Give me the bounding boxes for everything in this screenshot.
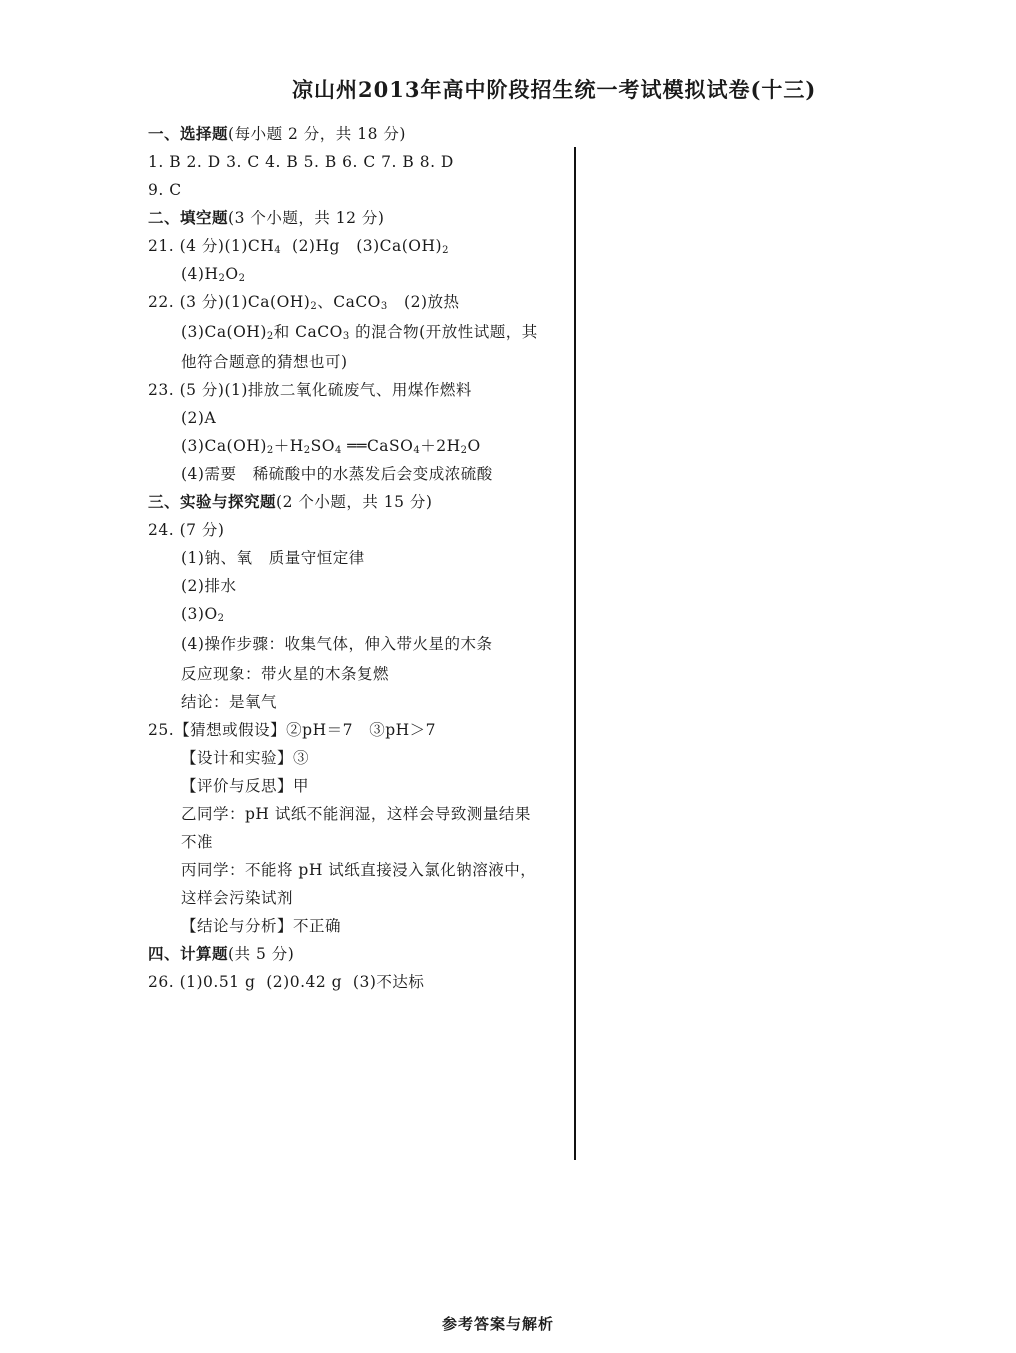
answer-q21-line-1 bbox=[148, 232, 570, 260]
section-note: (共 5 分) bbox=[228, 945, 295, 963]
section-heading-choice bbox=[148, 120, 570, 148]
answer-q24-line-7: 结论：是氧气 bbox=[181, 693, 278, 711]
text: ══CaSO bbox=[341, 437, 414, 455]
choice-answers-row-1: 1. B 2. D 3. C 4. B 5. B 6. C 7. B 8. D bbox=[148, 153, 454, 171]
answer-q22-line-3: 他符合题意的猜想也可) bbox=[181, 353, 348, 371]
answer-q23-line-1: 23. (5 分)(1)排放二氧化硫废气、用煤作燃料 bbox=[148, 381, 472, 399]
page-footer: 参考答案与解析 bbox=[441, 1315, 554, 1333]
subscript: 2 bbox=[266, 331, 274, 342]
text: (2)Hg (3)Ca(OH) bbox=[281, 237, 443, 255]
text: SO bbox=[310, 437, 335, 455]
section-title: 一、选择题 bbox=[148, 124, 229, 143]
answer-q23-line-3 bbox=[148, 432, 570, 460]
text: O bbox=[467, 437, 481, 455]
text: (3)Ca(OH) bbox=[181, 437, 267, 455]
section-title: 二、填空题 bbox=[148, 208, 229, 227]
text: 、CaCO bbox=[317, 293, 381, 311]
subscript: 3 bbox=[380, 301, 388, 312]
answer-q23-line-2: (2)A bbox=[181, 409, 217, 427]
subscript: 2 bbox=[238, 273, 246, 284]
choice-answers-row-2: 9. C bbox=[148, 181, 182, 199]
answer-q25-line-3: 【评价与反思】甲 bbox=[181, 777, 310, 795]
answer-q22-line-1 bbox=[148, 288, 570, 316]
text: (4)H bbox=[181, 265, 219, 283]
answer-q25-line-6: 丙同学：不能将 pH 试纸直接浸入氯化钠溶液中， bbox=[181, 861, 537, 879]
column-divider bbox=[574, 147, 576, 1160]
subscript: 2 bbox=[217, 613, 225, 624]
text: O bbox=[225, 265, 239, 283]
answer-q25-line-1: 25.【猜想或假设】②pH＝7 ③pH＞7 bbox=[148, 721, 437, 739]
answer-q23-line-4: (4)需要 稀硫酸中的水蒸发后会变成浓硫酸 bbox=[181, 465, 493, 483]
section-heading-calculation bbox=[148, 940, 570, 968]
text: (3)Ca(OH) bbox=[181, 323, 267, 341]
answer-q25-line-4: 乙同学：pH 试纸不能润湿，这样会导致测量结果 bbox=[181, 805, 531, 823]
answer-q24-line-5: (4)操作步骤：收集气体，伸入带火星的木条 bbox=[181, 635, 493, 653]
subscript: 2 bbox=[442, 245, 449, 256]
answer-q24-line-6: 反应现象：带火星的木条复燃 bbox=[181, 665, 390, 683]
subscript: 2 bbox=[218, 273, 226, 284]
answer-q24-line-4 bbox=[148, 600, 570, 628]
subscript: 4 bbox=[334, 445, 342, 456]
answer-q25-line-2: 【设计和实验】③ bbox=[181, 749, 310, 767]
subscript: 2 bbox=[266, 445, 274, 456]
answer-q24-line-2: (1)钠、氧 质量守恒定律 bbox=[181, 549, 365, 567]
answer-q24-line-1: 24. (7 分) bbox=[148, 521, 225, 539]
page-title: 凉山州2013年高中阶段招生统一考试模拟试卷(十三) bbox=[292, 77, 817, 102]
text: 21. (4 分)(1)CH bbox=[148, 237, 275, 255]
text: ＋H bbox=[273, 437, 304, 455]
subscript: 4 bbox=[274, 245, 282, 256]
text: 22. (3 分)(1)Ca(OH) bbox=[148, 293, 311, 311]
text: 和 CaCO bbox=[273, 323, 343, 341]
subscript: 2 bbox=[310, 301, 318, 312]
section-note: (每小题 2 分，共 18 分) bbox=[228, 125, 406, 143]
answer-q26-line-1: 26. (1)0.51 g (2)0.42 g (3)不达标 bbox=[148, 973, 425, 991]
text: (3)O bbox=[181, 605, 218, 623]
answer-q25-line-8: 【结论与分析】不正确 bbox=[181, 917, 342, 935]
subscript: 2 bbox=[303, 445, 311, 456]
section-heading-experiment bbox=[148, 488, 570, 516]
answer-q21-line-2 bbox=[148, 260, 570, 288]
section-note: (3 个小题，共 12 分) bbox=[228, 209, 385, 227]
answer-column bbox=[148, 120, 570, 996]
answer-q24-line-3: (2)排水 bbox=[181, 577, 237, 595]
section-title: 三、实验与探究题 bbox=[148, 492, 277, 511]
subscript: 2 bbox=[460, 445, 468, 456]
section-title: 四、计算题 bbox=[148, 944, 229, 963]
answer-q25-line-7: 这样会污染试剂 bbox=[181, 889, 294, 907]
text: ＋2H bbox=[420, 437, 461, 455]
section-note: (2 个小题，共 15 分) bbox=[276, 493, 433, 511]
text: (2)放热 bbox=[387, 293, 460, 311]
subscript: 4 bbox=[413, 445, 421, 456]
answer-q22-line-2 bbox=[148, 316, 570, 348]
subscript: 3 bbox=[342, 331, 350, 342]
section-heading-fill bbox=[148, 204, 570, 232]
answer-q25-line-5: 不准 bbox=[181, 833, 214, 851]
text: 的混合物(开放性试题，其 bbox=[349, 323, 538, 341]
